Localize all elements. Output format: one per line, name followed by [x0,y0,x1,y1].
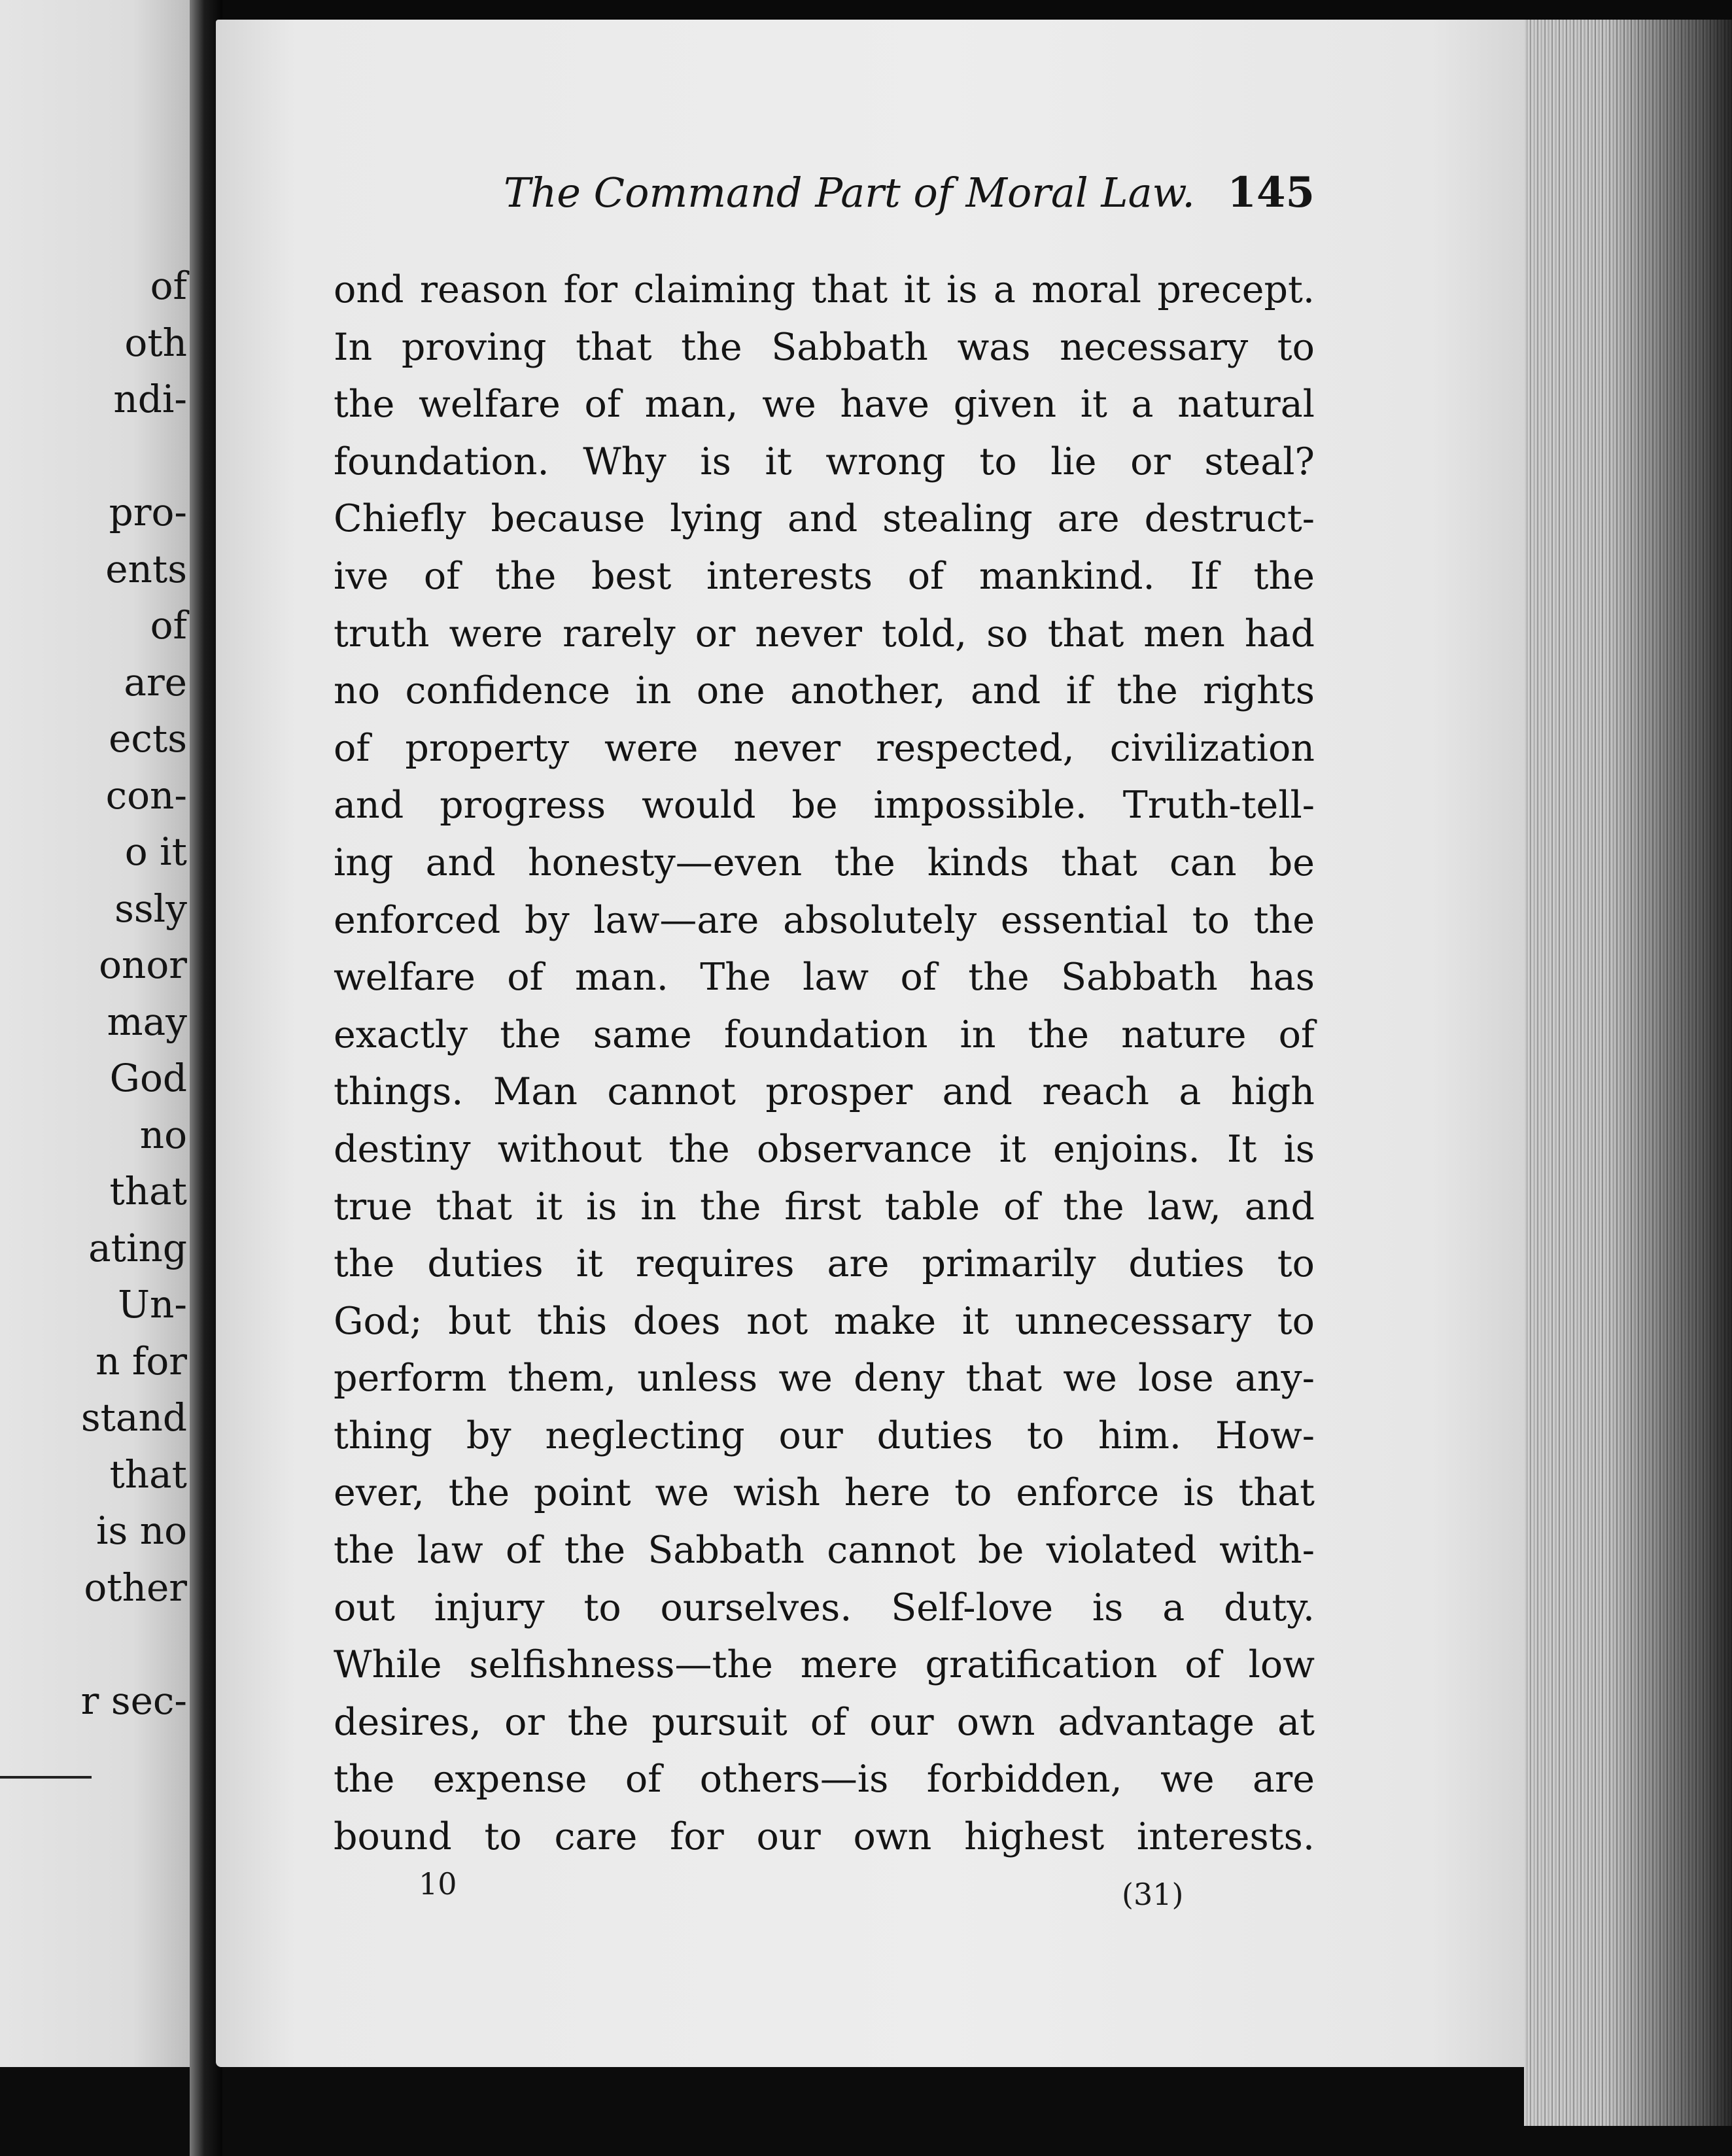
left-page-line: ndi- [113,377,187,421]
left-page-line: that [109,1169,187,1213]
body-line: ing and honesty—even the kinds that can be [334,841,1315,884]
body-line: bound to care for our own highest interests. [334,1815,1315,1859]
signature-mark-left: 10 [419,1866,457,1902]
left-page-line: ects [109,716,187,761]
left-page-line: God [109,1056,187,1100]
left-page-line: is no [95,1508,187,1553]
left-page-line: Un- [118,1282,187,1327]
left-page-line: ating [88,1225,187,1270]
body-line: the expense of others—is forbidden, we are [334,1758,1315,1801]
left-page-line: onor [99,943,187,987]
left-page-line: of [150,264,187,308]
left-page-line: oth [124,320,187,365]
left-page-line: con- [105,773,187,818]
left-page-line: n for [95,1338,187,1383]
left-page-line: ents [105,546,187,591]
left-page-line: r sec- [80,1678,187,1723]
body-line: ive of the best interests of mankind. If the [334,554,1315,598]
body-line: enforced by law—are absolutely essential to the [334,898,1315,942]
left-page-line: o it [124,829,187,874]
left-page-footnote-rule [0,1776,92,1779]
body-line: truth were rarely or never told, so that men had [334,612,1315,655]
body-line: ever, the point we wish here to enforce is that [334,1471,1315,1515]
body-line: the law of the Sabbath cannot be violated with- [334,1529,1315,1573]
body-line: no confidence in one another, and if the rights [334,669,1315,713]
page-number: 145 [1227,168,1315,217]
body-line: desires, or the pursuit of our own advantage at [334,1700,1315,1744]
body-line: the duties it requires are primarily duties to [334,1242,1315,1286]
left-page-line: ssly [114,886,187,931]
body-line: While selfishness—the mere gratification of low [334,1643,1315,1687]
left-page-line: pro- [109,490,187,534]
body-line: out injury to ourselves. Self-love is a duty. [334,1586,1315,1629]
body-line: thing by neglecting our duties to him. How- [334,1414,1315,1457]
body-line: Chiefly because lying and stealing are destruct- [334,497,1315,541]
left-page-line: are [124,659,187,704]
body-line: welfare of man. The law of the Sabbath has [334,956,1315,1000]
body-line: God; but this does not make it unnecessary to [334,1299,1315,1343]
body-line: of property were never respected, civilization [334,726,1315,770]
body-line: and progress would be impossible. Truth-tell- [334,784,1315,827]
body-line: ond reason for claiming that it is a moral precept. [334,268,1315,311]
body-line: things. Man cannot prosper and reach a high [334,1070,1315,1114]
body-line: perform them, unless we deny that we lose any- [334,1357,1315,1400]
scan-top-border [0,0,1732,21]
page-edges-shadow [1524,20,1732,2126]
left-page-line: stand [80,1395,187,1440]
signature-mark-right: (31) [1122,1877,1184,1912]
body-line: destiny without the observance it enjoins. It is [334,1127,1315,1171]
body-text [334,262,1315,1866]
body-line: the welfare of man, we have given it a natural [334,383,1315,426]
body-line: true that it is in the first table of the law, and [334,1185,1315,1228]
left-page-line: other [84,1565,187,1610]
left-page-line: of [150,603,187,648]
body-line: foundation. Why is it wrong to lie or steal? [334,440,1315,483]
left-page-line: that [109,1452,187,1497]
body-line: exactly the same foundation in the nature of [334,1013,1315,1056]
body-line: In proving that the Sabbath was necessary to [334,325,1315,369]
left-page [0,0,190,2067]
left-page-line: may [107,999,187,1044]
left-page-line: no [139,1112,187,1157]
running-head-title: The Command Part of Moral Law. [504,169,1195,217]
running-head [504,167,1315,219]
